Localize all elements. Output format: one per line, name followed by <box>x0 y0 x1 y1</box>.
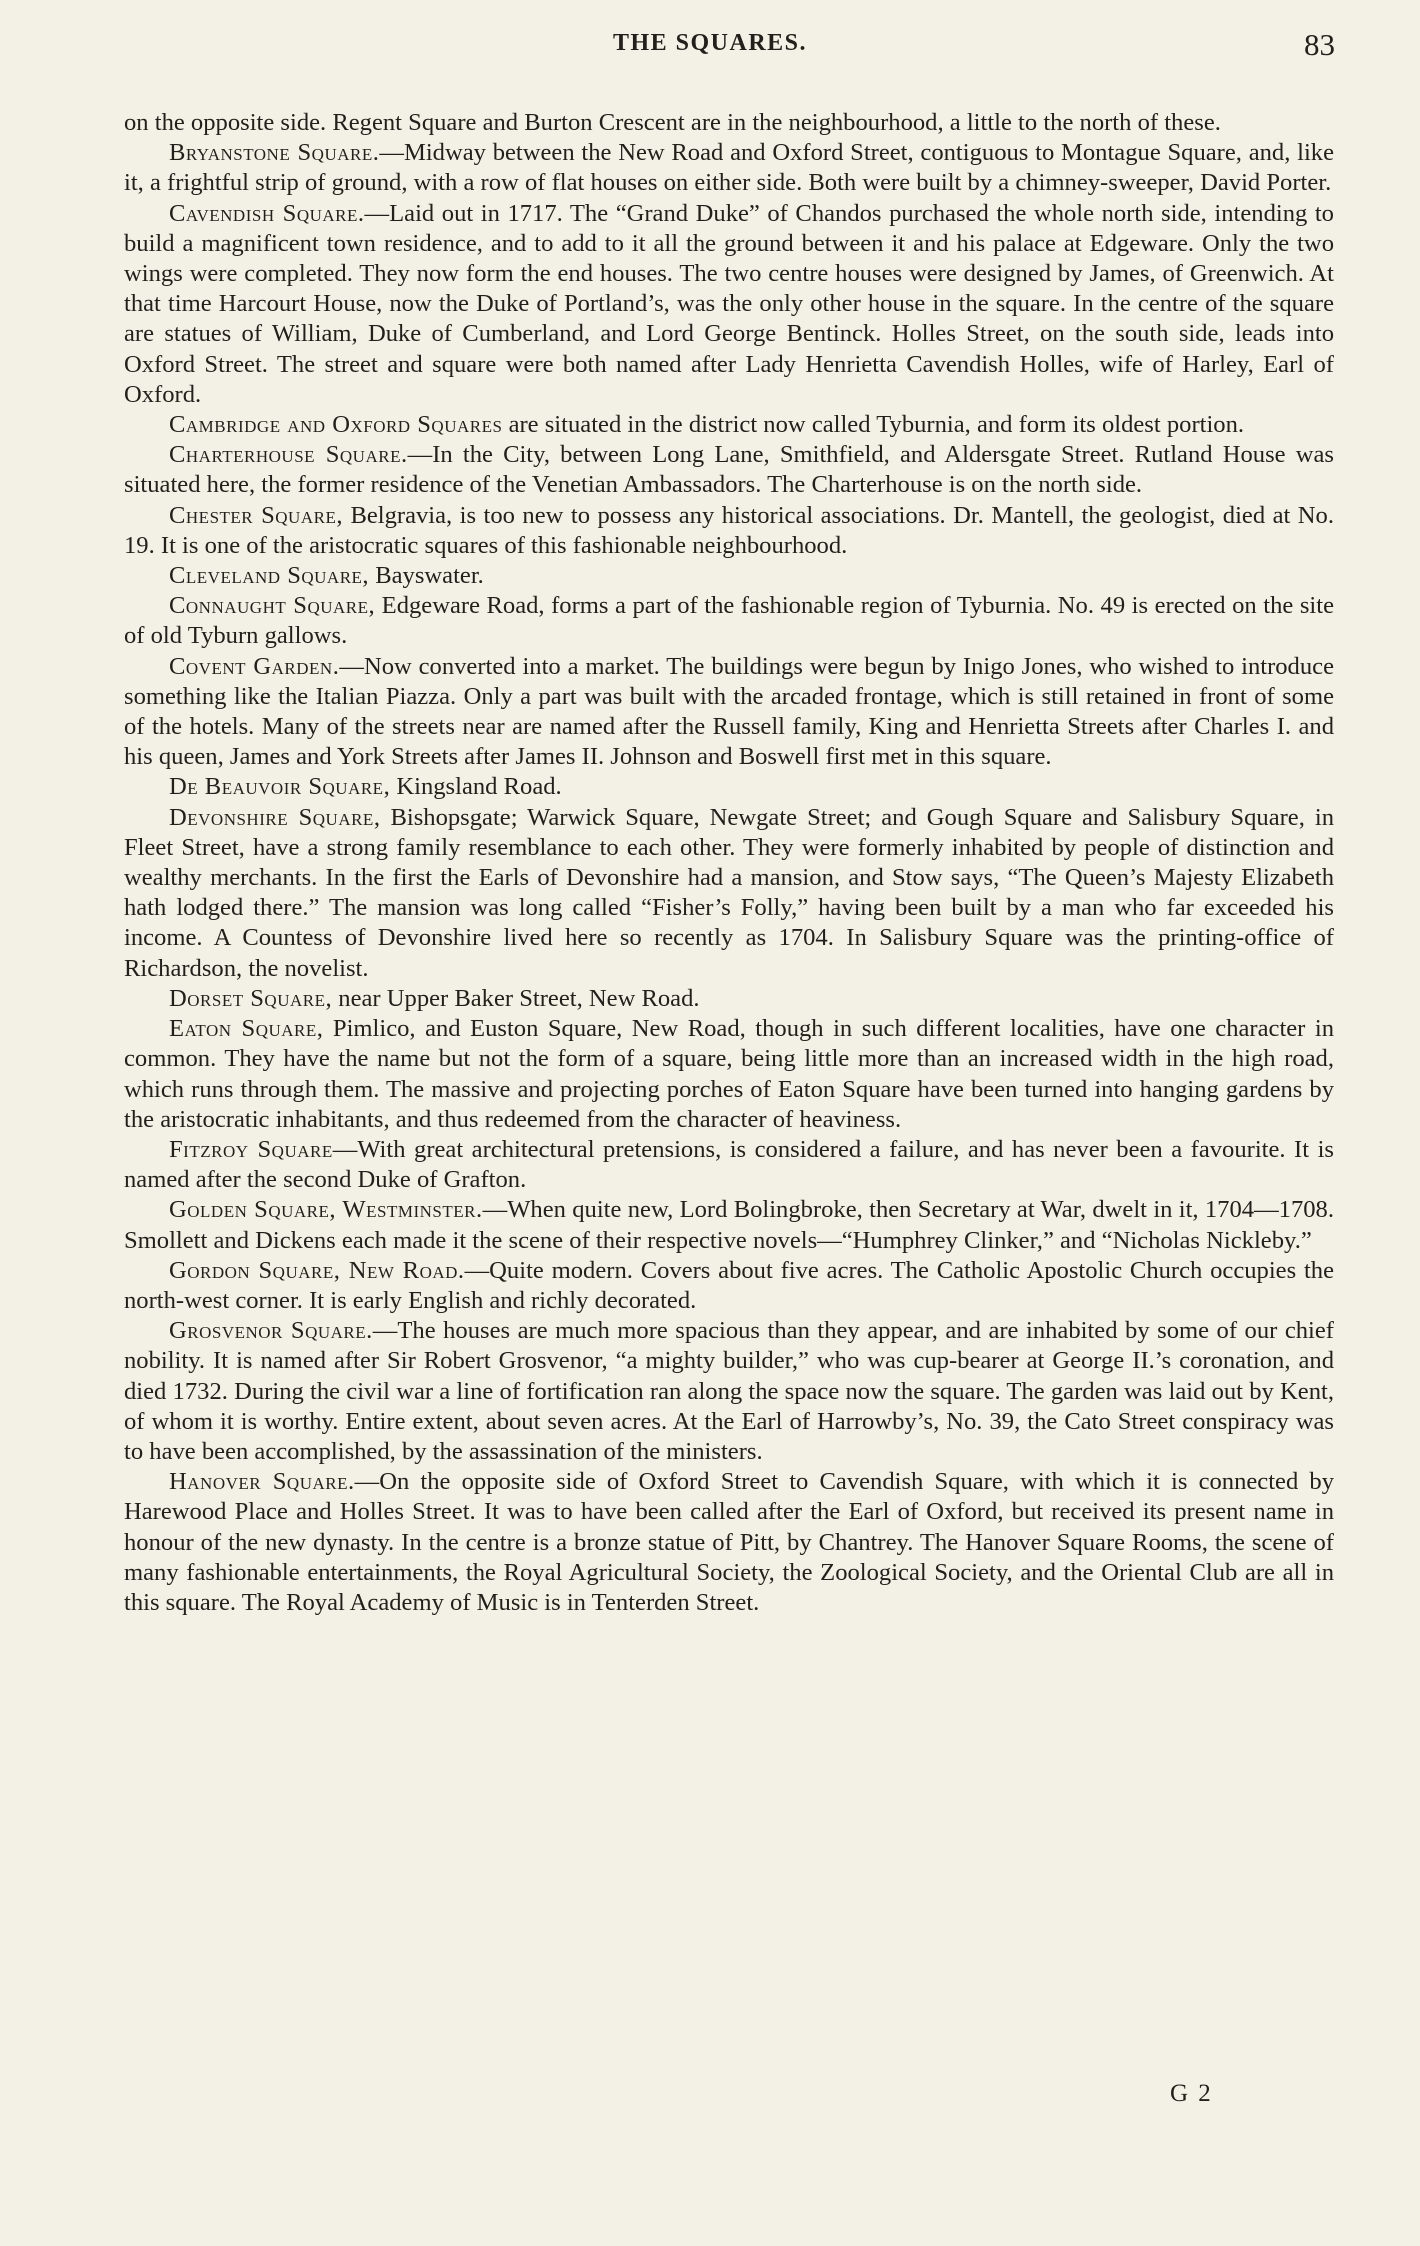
entry-cleveland-square <box>124 561 1334 591</box>
entry-cavendish-square <box>124 199 1334 410</box>
entry-grosvenor-square <box>124 1316 1334 1467</box>
entry-hanover-square <box>124 1467 1334 1618</box>
entry-de-beauvoir-square <box>124 772 1334 802</box>
entry-devonshire-square <box>124 803 1334 984</box>
entry-title: Eaton Square, <box>169 1015 324 1043</box>
entry-title: Grosvenor Square. <box>169 1317 373 1345</box>
entry-text: Belgravia, is too new to possess any historical associations. Dr. Mantell, the geologist, died at No. 19. It is one of the aristocratic squares of this fashionable neighbourhood. <box>124 501 1335 559</box>
entry-text: Edgeware Road, forms a part of the fashionable region of Tyburnia. No. 49 is erected on the site of old Tyburn gallows. <box>124 592 1334 650</box>
entry-title: Cleveland Square, <box>169 562 370 590</box>
entry-continuation <box>124 108 1334 138</box>
entry-gordon-square <box>124 1256 1334 1316</box>
body-text <box>124 108 1334 1618</box>
entry-title: Cambridge and Oxford Squares <box>169 411 503 439</box>
running-title: THE SQUARES. <box>612 30 808 56</box>
entry-title: Golden Square, Westminster. <box>169 1196 483 1224</box>
entry-text: —With great architectural pretensions, is considered a failure, and has never been a favourite. It is named after the second Duke of Grafton. <box>124 1135 1334 1194</box>
entry-cambridge-oxford-squares <box>124 410 1334 440</box>
signature-mark: G 2 <box>1170 2080 1213 2107</box>
entry-text: near Upper Baker Street, New Road. <box>332 984 700 1012</box>
entry-title: Dorset Square, <box>169 984 333 1012</box>
entry-title: Covent Garden. <box>169 652 340 680</box>
entry-text: are situated in the district now called Tyburnia, and form its oldest portion. <box>502 411 1245 439</box>
entry-title: Chester Square, <box>169 501 343 529</box>
entry-connaught-square <box>124 591 1334 651</box>
entry-text: —The houses are much more spacious than they appear, and are inhabited by some of our chief nobility. It is named after Sir Robert Grosvenor, “a mighty builder,” who was cup-bearer at George II.’s coronation, and died 1732. During the civil war a line of fortification ran along the space now the square. The garden was laid out by Kent, of whom it is worthy. Entire extent, about seven acres. At the Earl of Harrowby’s, No. 39, the Cato Street conspiracy was to have been accomplished, by the assassination of the ministers. <box>124 1317 1334 1465</box>
entry-chester-square <box>124 501 1334 561</box>
entry-text: Bayswater. <box>369 562 484 590</box>
entry-dorset-square <box>124 984 1334 1014</box>
entry-eaton-square <box>124 1014 1334 1135</box>
entry-text: Kingsland Road. <box>390 773 562 801</box>
entry-text: —On the opposite side of Oxford Street to Cavendish Square, with which it is connected by Harewood Place and Holles Street. It was to have been called after the Earl of Oxford, but received its present name in honour of the new dynasty. In the centre is a bronze statue of Pitt, by Chantrey. The Hanover Square Rooms, the scene of many fashionable entertainments, the Royal Agricultural Society, the Zoological Society, and the Oriental Club are all in this square. The Royal Academy of Music is in Tenterden Street. <box>124 1468 1334 1616</box>
entry-fitzroy-square <box>124 1135 1334 1195</box>
entry-title: Charterhouse Square. <box>169 441 408 469</box>
entry-text: —Now converted into a market. The buildings were begun by Inigo Jones, who wished to introduce something like the Italian Piazza. Only a part was built with the arcaded frontage, which is still retained in front of some of the hotels. Many of the streets near are named after the Russell family, King and Henrietta Streets after Charles I. and his queen, James and York Streets after James II. Johnson and Boswell first met in this square. <box>124 652 1334 771</box>
entry-text: —Quite modern. Covers about five acres. The Catholic Apostolic Church occupies the north-west corner. It is early English and richly decorated. <box>124 1256 1335 1314</box>
entry-text: Pimlico, and Euston Square, New Road, though in such different localities, have one character in common. They have the name but not the form of a square, being little more than an increased width in the high road, which runs through them. The massive and projecting porches of Eaton Square have been turned into hanging gardens by the aristocratic inhabitants, and thus redeemed from the character of heaviness. <box>124 1015 1334 1133</box>
entry-title: Connaught Square, <box>169 592 376 620</box>
entry-title: Fitzroy Square <box>169 1135 333 1163</box>
running-head <box>0 27 1420 70</box>
page-number: 83 <box>1304 27 1335 62</box>
entry-title: Cavendish Square. <box>169 199 365 227</box>
entry-text: —Midway between the New Road and Oxford Street, contiguous to Montague Square, and, like it, a frightful strip of ground, with a row of flat houses on either side. Both were built by a chimney-sweeper, David Porter. <box>124 139 1334 197</box>
entry-title: Devonshire Square, <box>169 803 381 831</box>
entry-title: Bryanstone Square. <box>169 139 380 167</box>
entry-title: Gordon Square, New Road. <box>169 1256 465 1284</box>
entry-charterhouse-square <box>124 440 1334 500</box>
entry-title: De Beauvoir Square, <box>169 773 391 801</box>
entry-title: Hanover Square. <box>169 1468 355 1496</box>
entry-text: on the opposite side. Regent Square and Burton Crescent are in the neighbourhood, a little to the north of these. <box>124 109 1221 136</box>
entry-golden-square <box>124 1195 1334 1255</box>
entry-bryanstone-square <box>124 138 1334 198</box>
entry-covent-garden <box>124 652 1334 773</box>
entry-text: —When quite new, Lord Bolingbroke, then Secretary at War, dwelt in it, 1704—1708. Smollett and Dickens each made it the scene of their respective novels—“Humphrey Clinker,” and “Nicholas Nickleby.” <box>124 1196 1335 1254</box>
entry-text: —In the City, between Long Lane, Smithfield, and Aldersgate Street. Rutland House was situated here, the former residence of the Venetian Ambassadors. The Charterhouse is on the north side. <box>124 441 1334 499</box>
entry-text: Bishopsgate; Warwick Square, Newgate Street; and Gough Square and Salisbury Square, in Fleet Street, have a strong family resemblance to each other. They were formerly inhabited by people of distinction and wealthy merchants. In the first the Earls of Devonshire had a mansion, and Stow says, “The Queen’s Majesty Elizabeth hath lodged there.” The mansion was long called “Fisher’s Folly,” having been built by a man who far exceeded his income. A Countess of Devonshire lived here so recently as 1704. In Salisbury Square was the printing-office of Richardson, the novelist. <box>124 803 1334 982</box>
entry-text: —Laid out in 1717. The “Grand Duke” of Chandos purchased the whole north side, intending to build a magnificent town residence, and to add to it all the ground between it and his palace at Edgeware. Only the two wings were completed. They now form the end houses. The two centre houses were designed by James, of Greenwich. At that time Harcourt House, now the Duke of Portland’s, was the only other house in the square. In the centre of the square are statues of William, Duke of Cumberland, and Lord George Bentinck. Holles Street, on the south side, leads into Oxford Street. The street and square were both named after Lady Henrietta Cavendish Holles, wife of Harley, Earl of Oxford. <box>124 199 1334 408</box>
